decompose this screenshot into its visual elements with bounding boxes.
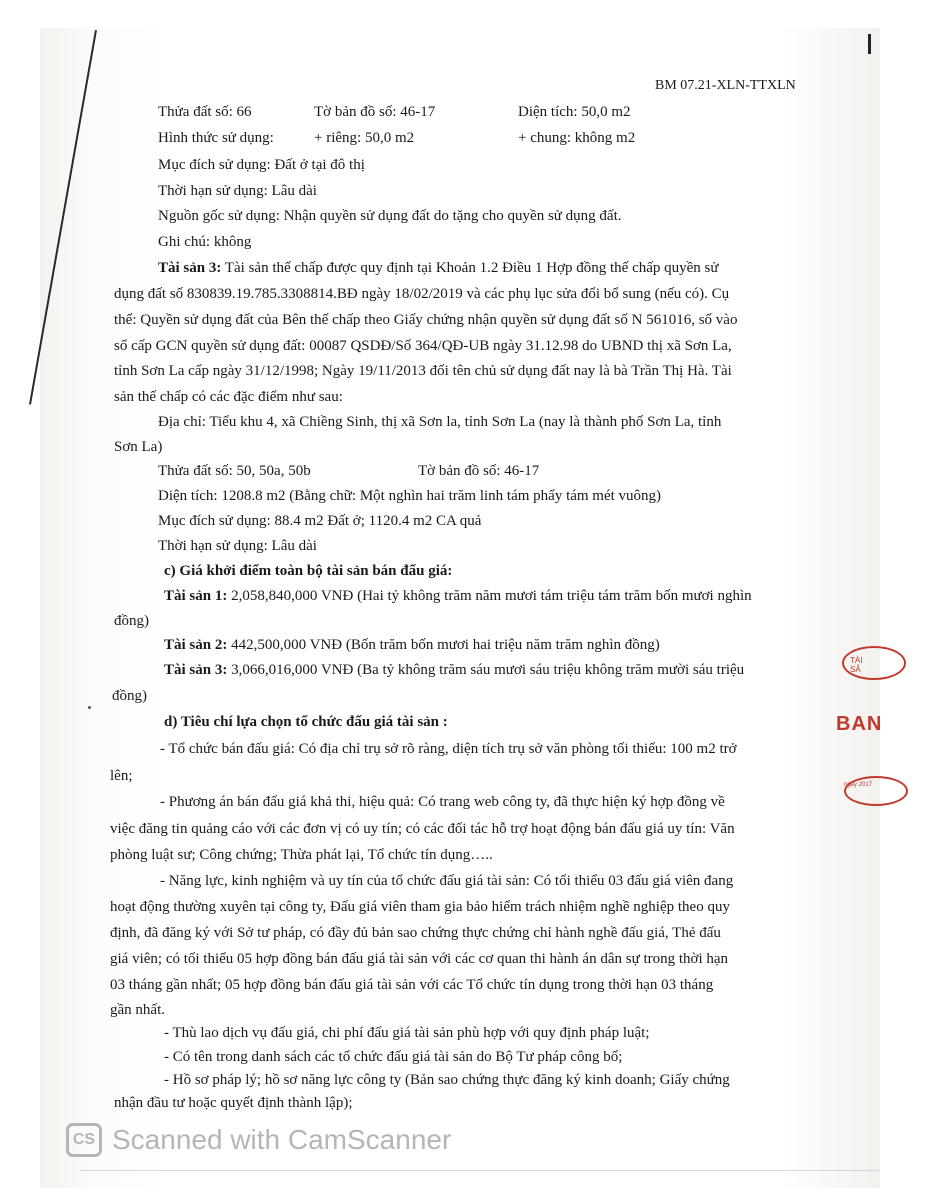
line-text: - Phương án bán đấu giá khả thi, hiệu quả: Có trang web công ty, đã thực hiện ký hợp đồng về bbox=[160, 794, 725, 810]
text-line-l27 bbox=[164, 636, 660, 654]
line-text: dụng đất số 830839.19.785.3308814.BĐ ngày 18/02/2019 và các phụ lục sửa đổi bổ sung (nếu có). Cụ bbox=[114, 286, 730, 302]
line-text: Tờ bản đồ số: 46-17 bbox=[418, 463, 540, 479]
line-text: 442,500,000 VNĐ (Bốn trăm bốn mươi hai triệu năm trăm nghìn đồng) bbox=[227, 637, 660, 653]
line-text: Thời hạn sử dụng: Lâu dài bbox=[158, 183, 317, 199]
line-text: Thửa đất số: 50, 50a, 50b bbox=[158, 463, 311, 479]
text-line-l09 bbox=[158, 207, 622, 225]
red-stamp-fragment-bottom bbox=[838, 770, 874, 806]
line-text: Tờ bản đồ số: 46-17 bbox=[314, 104, 436, 120]
line-text: sản thế chấp có các đặc điểm như sau: bbox=[114, 389, 343, 405]
line-text: Hình thức sử dụng: bbox=[158, 130, 274, 146]
line-text: gần nhất. bbox=[110, 1002, 165, 1018]
watermark-text: Scanned with CamScanner bbox=[112, 1124, 452, 1155]
line-text: đồng) bbox=[112, 688, 147, 704]
line-text: tỉnh Sơn La cấp ngày 31/12/1998; Ngày 19/11/2013 đổi tên chủ sử dụng đất nay là bà Trần Thị Hà. Tài bbox=[114, 363, 732, 379]
line-text: Ghi chú: không bbox=[158, 234, 252, 250]
text-line-l40 bbox=[110, 976, 713, 994]
text-line-l39 bbox=[110, 950, 728, 968]
line-text: Mục đích sử dụng: 88.4 m2 Đất ở; 1120.4 m2 CA quả bbox=[158, 513, 482, 529]
bold-label: Tài sản 3: bbox=[158, 260, 222, 276]
line-text: 3,066,016,000 VNĐ (Ba tỷ không trăm sáu mươi sáu triệu không trăm mười sáu triệu bbox=[227, 662, 745, 678]
line-text: 03 tháng gần nhất; 05 hợp đồng bán đấu giá tài sản với các Tổ chức tín dụng trong thời hạn 03 tháng bbox=[110, 977, 714, 993]
text-line-l31 bbox=[160, 740, 737, 758]
line-text: Diện tích: 1208.8 m2 (Bằng chữ: Một nghìn hai trăm linh tám phẩy tám mét vuông) bbox=[158, 488, 662, 504]
line-text: + riêng: 50,0 m2 bbox=[314, 130, 415, 146]
camscanner-logo-icon: CS bbox=[66, 1123, 102, 1157]
text-line-l06 bbox=[518, 129, 635, 147]
line-text: + chung: không m2 bbox=[518, 130, 636, 146]
line-text: Nguồn gốc sử dụng: Nhận quyền sử dụng đất do tặng cho quyền sử dụng đất. bbox=[158, 208, 622, 224]
text-line-l36 bbox=[160, 872, 733, 890]
line-text: phòng luật sư; Công chứng; Thừa phát lại, Tổ chức tín dụng….. bbox=[110, 847, 493, 863]
line-text: giá viên; có tối thiểu 05 hợp đồng bán đấu giá tài sản với các cơ quan thi hành án dân sự trong thời hạn bbox=[110, 951, 729, 967]
bold-label: Tài sản 1: bbox=[164, 588, 228, 604]
line-text: Thời hạn sử dụng: Lâu dài bbox=[158, 538, 317, 554]
text-line-l35 bbox=[110, 846, 493, 864]
text-line-l43 bbox=[164, 1048, 622, 1066]
text-line-l45 bbox=[114, 1094, 352, 1112]
line-text: Mục đích sử dụng: Đất ở tại đô thị bbox=[158, 157, 365, 173]
text-line-l19 bbox=[158, 462, 311, 480]
bold-label: Tài sản 2: bbox=[164, 637, 228, 653]
paper-bottom-edge bbox=[80, 1170, 880, 1171]
text-line-l30 bbox=[164, 713, 448, 731]
line-text: Địa chỉ: Tiểu khu 4, xã Chiềng Sinh, thị xã Sơn la, tỉnh Sơn La (nay là thành phố Sơn La, tỉnh bbox=[158, 414, 722, 430]
line-text: nhận đầu tư hoặc quyết định thành lập); bbox=[114, 1095, 353, 1111]
line-text: - Thù lao dịch vụ đấu giá, chi phí đấu giá tài sản phù hợp với quy định pháp luật; bbox=[164, 1025, 650, 1041]
text-line-l03 bbox=[518, 103, 631, 121]
form-code: BM 07.21-XLN-TTXLN bbox=[655, 78, 796, 93]
text-line-l05 bbox=[314, 129, 414, 147]
text-line-l14 bbox=[114, 337, 732, 355]
text-line-l17 bbox=[158, 413, 721, 431]
line-text: Tài sản thế chấp được quy định tại Khoản 1.2 Điều 1 Hợp đồng thế chấp quyền sử bbox=[221, 260, 719, 276]
text-line-l42 bbox=[164, 1024, 650, 1042]
text-line-l44 bbox=[164, 1071, 730, 1089]
camscanner-watermark bbox=[66, 1118, 451, 1162]
red-stamp-fragment-top bbox=[838, 642, 872, 680]
red-stamp-fragment-middle: BAN bbox=[836, 713, 883, 735]
scan-speck bbox=[88, 706, 91, 709]
text-line-l32 bbox=[110, 767, 133, 785]
text-line-l18 bbox=[114, 438, 162, 456]
line-text: 2,058,840,000 VNĐ (Hai tỷ không trăm năm mươi tám triệu tám trăm bốn mươi nghìn bbox=[227, 588, 752, 604]
line-text: Thửa đất số: 66 bbox=[158, 104, 252, 120]
line-text: đồng) bbox=[114, 613, 149, 629]
paper-edge-mark bbox=[868, 34, 871, 54]
text-line-l20 bbox=[418, 462, 539, 480]
text-line-l33 bbox=[160, 793, 725, 811]
scanned-paper bbox=[40, 28, 883, 1188]
line-text: lên; bbox=[110, 768, 133, 784]
text-line-l38 bbox=[110, 924, 721, 942]
bold-label: c) Giá khởi điểm toàn bộ tài sản bán đấu giá: bbox=[164, 563, 453, 579]
text-line-l24 bbox=[164, 562, 452, 580]
stamp-text: ngày 2017 bbox=[844, 782, 873, 788]
text-line-l16 bbox=[114, 388, 343, 406]
text-line-l01 bbox=[158, 103, 252, 121]
line-text: - Năng lực, kinh nghiệm và uy tín của tổ chức đấu giá tài sản: Có tối thiểu 03 đấu giá viên đang bbox=[160, 873, 734, 889]
text-line-l08 bbox=[158, 182, 317, 200]
text-line-l04 bbox=[158, 129, 274, 147]
text-line-l10 bbox=[158, 233, 251, 251]
line-text: - Có tên trong danh sách các tổ chức đấu giá tài sản do Bộ Tư pháp công bố; bbox=[164, 1049, 623, 1065]
text-line-l15 bbox=[114, 362, 732, 380]
text-line-l28 bbox=[164, 661, 744, 679]
line-text: - Hồ sơ pháp lý; hồ sơ năng lực công ty (Bản sao chứng thực đăng ký kinh doanh; Giấy chứng bbox=[164, 1072, 730, 1088]
text-line-l37 bbox=[110, 898, 730, 916]
text-line-l34 bbox=[110, 820, 735, 838]
stamp-text: TÀI SẢ bbox=[850, 656, 863, 674]
text-line-l13 bbox=[114, 311, 737, 329]
text-line-l41 bbox=[110, 1001, 165, 1019]
text-line-l11 bbox=[158, 259, 719, 277]
line-text: thể: Quyền sử dụng đất của Bên thế chấp theo Giấy chứng nhận quyền sử dụng đất số N 561016, số vào bbox=[114, 312, 738, 328]
text-line-l22 bbox=[158, 512, 481, 530]
text-line-l21 bbox=[158, 487, 661, 505]
text-line-l07 bbox=[158, 156, 365, 174]
line-text: - Tổ chức bán đấu giá: Có địa chỉ trụ sở rõ ràng, diện tích trụ sở văn phòng tối thiểu: 100 m2 trở bbox=[160, 741, 737, 757]
text-line-l02 bbox=[314, 103, 435, 121]
line-text: định, đã đăng ký với Sở tư pháp, có đầy đủ bản sao chứng thực chứng chỉ hành nghề đấu giá, Thẻ đấu bbox=[110, 925, 721, 941]
line-text: hoạt động thường xuyên tại công ty, Đấu giá viên tham gia bảo hiểm trách nhiệm nghề nghiệp theo quy bbox=[110, 899, 730, 915]
text-line-l23 bbox=[158, 537, 317, 555]
bold-label: d) Tiêu chí lựa chọn tổ chức đấu giá tài sản : bbox=[164, 714, 448, 730]
text-line-l25 bbox=[164, 587, 752, 605]
text-line-l26 bbox=[114, 612, 149, 630]
text-line-l12 bbox=[114, 285, 729, 303]
bold-label: Tài sản 3: bbox=[164, 662, 228, 678]
line-text: sổ cấp GCN quyền sử dụng đất: 00087 QSDĐ/Số 364/QĐ-UB ngày 31.12.98 do UBND thị xã Sơn La, bbox=[114, 338, 732, 354]
line-text: Diện tích: 50,0 m2 bbox=[518, 104, 631, 120]
line-text: Sơn La) bbox=[114, 439, 163, 455]
text-line-l29 bbox=[112, 687, 147, 705]
line-text: việc đăng tin quảng cáo với các đơn vị có uy tín; có các đối tác hỗ trợ hoạt động bán đấu giá uy tín: Văn bbox=[110, 821, 735, 837]
